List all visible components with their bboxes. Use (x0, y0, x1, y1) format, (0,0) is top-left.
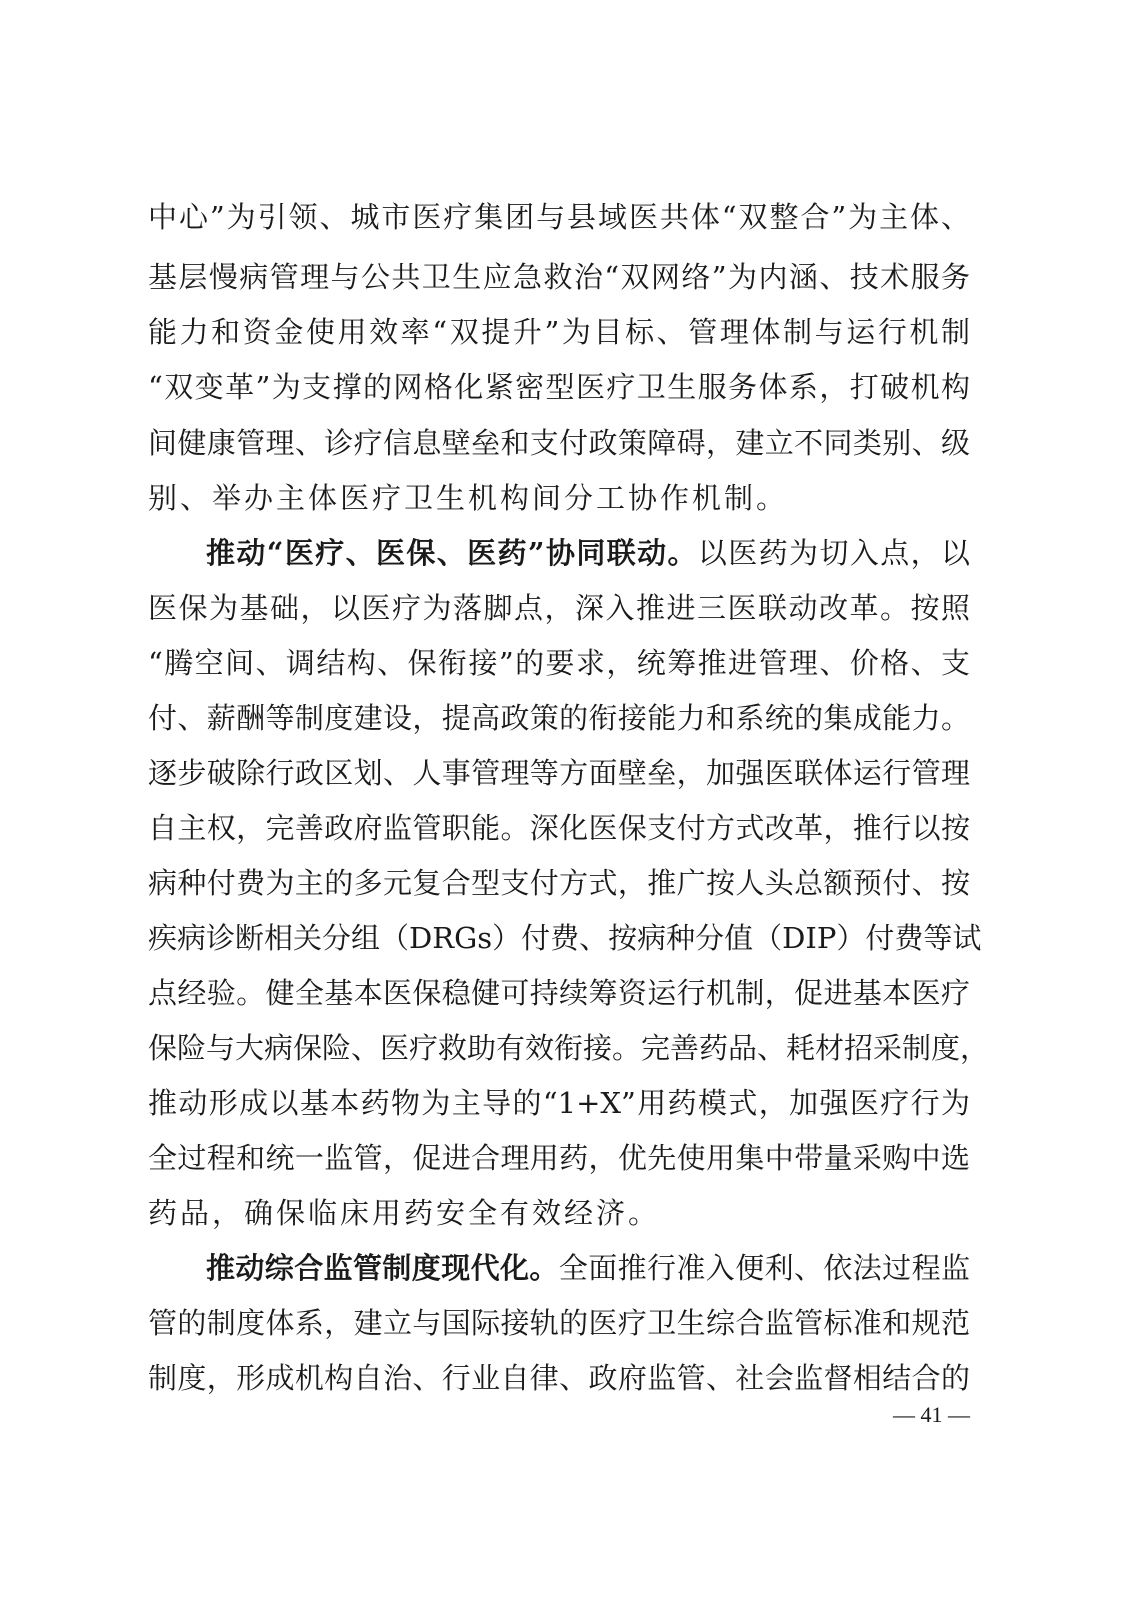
paragraph2-line-11: 推动形成以基本药物为主导的“1+X”用药模式，加强医疗行为 (148, 1086, 970, 1120)
paragraph2-line-8: 疾病诊断相关分组（DRGs）付费、按病种分值（DIP）付费等试 (148, 921, 982, 955)
paragraph2-line-2: 医保为基础，以医疗为落脚点，深入推进三医联动改革。按照 (148, 591, 970, 625)
paragraph3-first-line (206, 1248, 970, 1288)
paragraph2-heading: 推动“医疗、医保、医药”协同联动。 (206, 536, 698, 570)
paragraph2-line-3: “腾空间、调结构、保衔接”的要求，统筹推进管理、价格、支 (148, 646, 970, 680)
page-number: — 41 — (893, 1402, 970, 1427)
paragraph2-line-6: 自主权，完善政府监管职能。深化医保支付方式改革，推行以按 (148, 811, 970, 845)
paragraph2-line-7: 病种付费为主的多元复合型支付方式，推广按人头总额预付、按 (148, 866, 970, 900)
paragraph3-line-3: 制度，形成机构自治、行业自律、政府监管、社会监督相结合的 (148, 1361, 970, 1395)
paragraph3-first-line-text: 全面推行准入便利、依法过程监 (558, 1251, 970, 1285)
paragraph2-line-10: 保险与大病保险、医疗救助有效衔接。完善药品、耗材招采制度， (148, 1031, 990, 1065)
paragraph2-first-line-text: 以医药为切入点，以 (697, 536, 970, 570)
paragraph1-line-4: “双变革”为支撑的网格化紧密型医疗卫生服务体系，打破机构 (148, 370, 970, 404)
paragraph1-line-1: 中心”为引领、城市医疗集团与县域医共体“双整合”为主体、 (148, 200, 970, 234)
paragraph1-line-2: 基层慢病管理与公共卫生应急救治“双网络”为内涵、技术服务 (148, 260, 970, 294)
paragraph3-line-2: 管的制度体系，建立与国际接轨的医疗卫生综合监管标准和规范 (148, 1306, 970, 1340)
paragraph2-line-5: 逐步破除行政区划、人事管理等方面壁垒，加强医联体运行管理 (148, 756, 970, 790)
paragraph1-line-5: 间健康管理、诊疗信息壁垒和支付政策障碍，建立不同类别、级 (148, 426, 970, 460)
paragraph2-line-4: 付、薪酬等制度建设，提高政策的衔接能力和系统的集成能力。 (148, 701, 970, 735)
paragraph1-line-3: 能力和资金使用效率“双提升”为目标、管理体制与运行机制 (148, 315, 970, 349)
paragraph1-line-6: 别、举办主体医疗卫生机构间分工协作机制。 (148, 481, 789, 515)
paragraph3-heading: 推动综合监管制度现代化。 (206, 1251, 559, 1285)
paragraph2-line-9: 点经验。健全基本医保稳健可持续筹资运行机制，促进基本医疗 (148, 976, 970, 1010)
paragraph2-line-13: 药品，确保临床用药安全有效经济。 (148, 1196, 661, 1230)
paragraph2-line-12: 全过程和统一监管，促进合理用药，优先使用集中带量采购中选 (148, 1141, 970, 1175)
paragraph2-first-line (206, 533, 970, 573)
